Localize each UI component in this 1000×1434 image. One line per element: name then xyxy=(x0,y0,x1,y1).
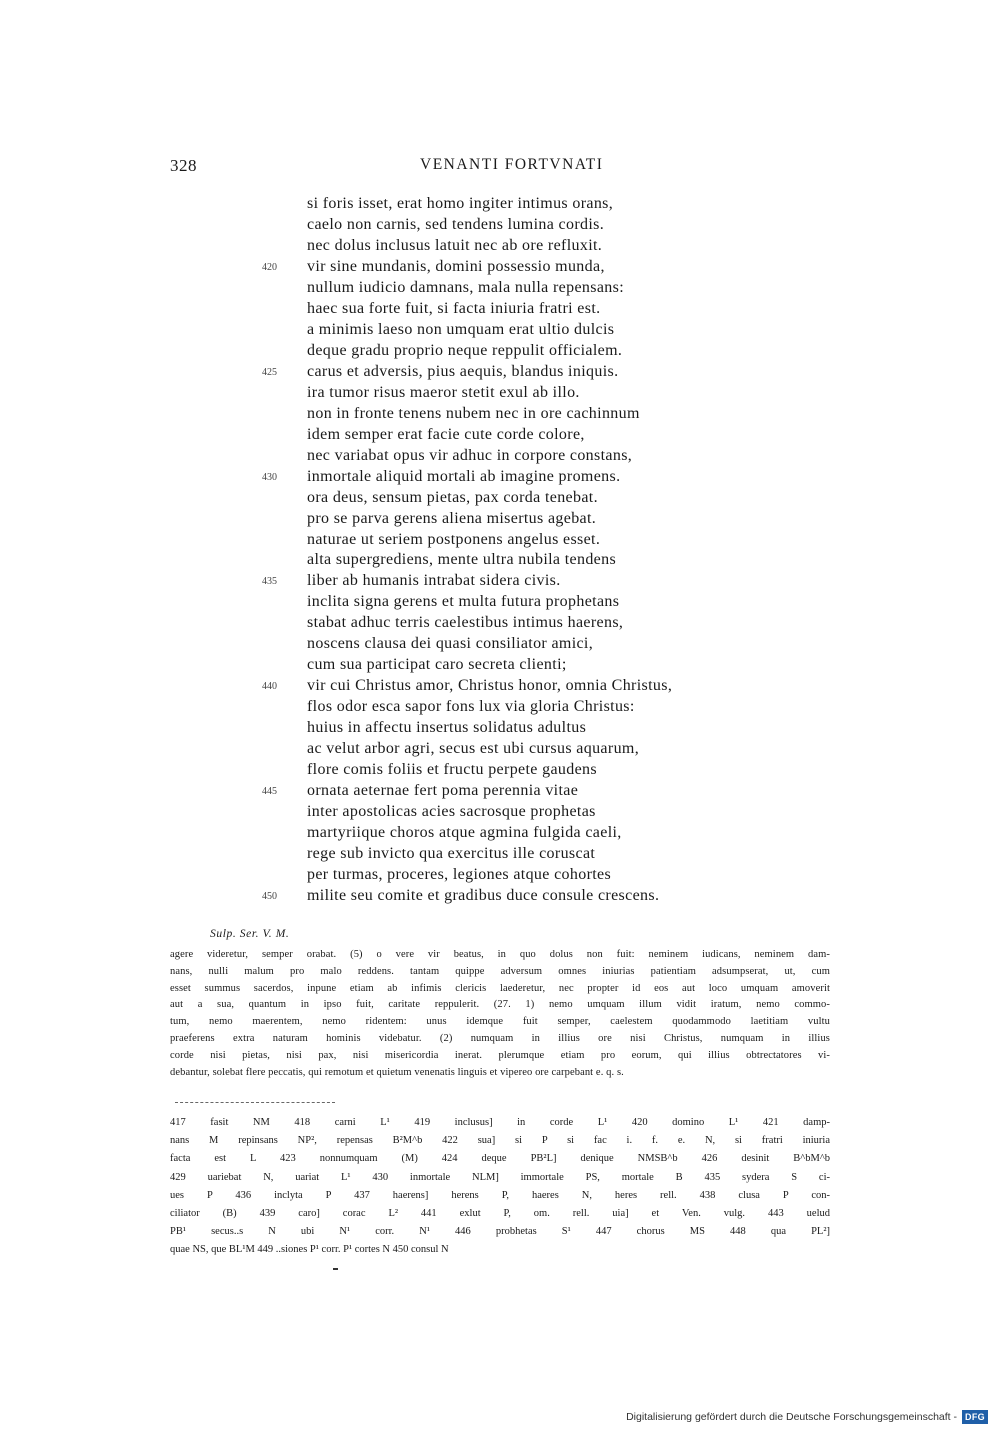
prose-parallel-text xyxy=(170,947,830,1081)
verse-text: stabat adhuc terris caelestibus intimus haerens, xyxy=(307,614,624,632)
verse-text: si foris isset, erat homo ingiter intimus orans, xyxy=(307,195,614,212)
verse-line xyxy=(262,361,752,382)
verse-number: 445 xyxy=(262,786,277,798)
verse-text: a minimis laeso non umquam erat ultio dulcis xyxy=(307,320,615,338)
verse-line xyxy=(262,193,752,214)
verse-text: cum sua participat caro secreta clienti; xyxy=(307,656,567,674)
verse-line xyxy=(262,885,752,906)
verse-line xyxy=(262,340,752,361)
verse-line xyxy=(262,696,752,717)
verse-text: ac velut arbor agri, secus est ubi cursus aquarum, xyxy=(307,740,640,758)
apparatus-line: quae NS, que BL¹M 449 ..siones P¹ corr. P¹ cortes N 450 consul N xyxy=(170,1244,449,1256)
verse-text: nec variabat opus vir adhuc in corpore constans, xyxy=(307,446,633,464)
verse-line xyxy=(262,508,752,529)
verse-text: carus et adversis, pius aequis, blandus iniquis. xyxy=(307,362,619,380)
verse-text: inter apostolicas acies sacrosque prophetas xyxy=(307,803,596,821)
verse-line xyxy=(262,235,752,256)
verse-line xyxy=(262,298,752,319)
verse-text: ornata aeternae fert poma perennia vitae xyxy=(307,782,579,800)
verse-text: naturae ut seriem postponens angelus esset. xyxy=(307,530,601,548)
footer-credit: Digitalisierung gefördert durch die Deutsche Forschungsgemeinschaft - xyxy=(626,1411,957,1423)
verse-text: flore comis foliis et fructu perpete gaudens xyxy=(307,761,597,779)
verse-text: liber ab humanis intrabat sidera civis. xyxy=(307,572,561,590)
verse-line xyxy=(262,549,752,570)
prose-line: agere videretur, semper orabat. (5) o vere vir beatus, in quo dolus non fuit: neminem iudicans, neminem dam- xyxy=(170,949,830,960)
verse-line xyxy=(262,570,752,591)
verse-text: pro se parva gerens aliena misertus agebat. xyxy=(307,509,597,527)
verse-line xyxy=(262,256,752,277)
prose-line: aut a sua, quantum in ipso fuit, caritate reppulerit. (27. 1) nemo umquam illum vidit iratum, nemo commo- xyxy=(170,999,830,1011)
prose-line: esset summus sacerdos, inpune etiam ab infimis clericis laederetur, nec propter id eos aut loco umquam amoverit xyxy=(170,982,830,994)
verse-text: caelo non carnis, sed tendens lumina cordis. xyxy=(307,215,605,233)
apparatus-line: 429 uariebat N, uariat L¹ 430 inmortale NLM] immortale PS, mortale B 435 sydera S ci- xyxy=(170,1171,830,1183)
apparatus-line: 417 fasit NM 418 carni L¹ 419 inclusus] in corde L¹ 420 domino L¹ 421 damp- xyxy=(170,1117,830,1128)
verse-text: vir sine mundanis, domini possessio munda, xyxy=(307,257,605,275)
verse-number: 420 xyxy=(262,261,277,273)
verse-line xyxy=(262,214,752,235)
prose-line: nans, nulli malum pro malo reddens. tantam quippe adversum omnes iniurias patientiam adsumpserat, ut, cum xyxy=(170,965,830,977)
verse-number: 430 xyxy=(262,471,277,483)
apparatus-line: facta est L 423 nonnumquam (M) 424 deque PB²L] denique NMSB^b 426 desinit B^bM^b xyxy=(170,1153,830,1165)
apparatus-line: nans M repinsans NP², repensas B²M^b 422 sua] si P si fac i. f. e. N, si fratri iniuria xyxy=(170,1135,830,1147)
apparatus-divider xyxy=(175,1102,335,1104)
prose-line: tum, nemo maerentem, nemo ridentem: unus idemque fuit semper, caelestem quodammodo laetitiam vultu xyxy=(170,1016,830,1028)
apparatus-line: ues P 436 inclyta P 437 haerens] herens P, haeres N, heres rell. 438 clusa P con- xyxy=(170,1189,830,1201)
verse-text: ora deus, sensum pietas, pax corda tenebat. xyxy=(307,488,598,506)
verse-line xyxy=(262,738,752,759)
prose-line: corde nisi pietas, nisi pax, nisi misericordia inerat. plerumque etiam pro eorum, qui illius obtrectatores vi- xyxy=(170,1049,830,1061)
verse-text: rege sub invicto qua exercitus ille coruscat xyxy=(307,845,596,863)
verse-line xyxy=(262,759,752,780)
verse-line xyxy=(262,424,752,445)
verse-number: 450 xyxy=(262,890,277,902)
verse-text: inmortale aliquid mortali ab imagine promens. xyxy=(307,467,621,485)
verse-line xyxy=(262,864,752,885)
verse-text: ira tumor risus maeror stetit exul ab illo. xyxy=(307,383,580,401)
verse-line xyxy=(262,319,752,340)
verse-text: non in fronte tenens nubem nec in ore cachinnum xyxy=(307,404,640,422)
verse-text: noscens clausa dei quasi consiliator amici, xyxy=(307,635,594,653)
apparatus-line: ciliator (B) 439 caro] corac L² 441 exlut P, om. rell. uia] et Ven. vulg. 443 uelud xyxy=(170,1207,830,1219)
verse-text: martyriique choros atque agmina fulgida caeli, xyxy=(307,824,622,842)
verse-line xyxy=(262,612,752,633)
verse-line xyxy=(262,843,752,864)
source-note: Sulp. Ser. V. M. xyxy=(210,928,290,940)
verse-text: flos odor esca sapor fons lux via gloria Christus: xyxy=(307,698,635,716)
verse-text: per turmas, proceres, legiones atque cohortes xyxy=(307,866,612,883)
verse-line xyxy=(262,633,752,654)
verse-text: haec sua forte fuit, si facta iniuria fratri est. xyxy=(307,299,601,317)
verse-line xyxy=(262,529,752,550)
verse-line xyxy=(262,801,752,822)
verse-line xyxy=(262,717,752,738)
verse-text: inclita signa gerens et multa futura prophetans xyxy=(307,593,620,611)
verse-text: deque gradu proprio neque reppulit officialem. xyxy=(307,341,623,359)
verse-line xyxy=(262,822,752,843)
verse-number: 425 xyxy=(262,366,277,378)
verse-line xyxy=(262,487,752,508)
verse-line xyxy=(262,466,752,487)
verse-number: 435 xyxy=(262,576,277,588)
verse-line xyxy=(262,277,752,298)
page-mark xyxy=(333,1268,338,1270)
apparatus-line: PB¹ secus..s N ubi N¹ corr. N¹ 446 probhetas S¹ 447 chorus MS 448 qua PL²] xyxy=(170,1226,830,1238)
verse-text: nec dolus inclusus latuit nec ab ore refluxit. xyxy=(307,236,603,254)
verse-line xyxy=(262,591,752,612)
verse-line xyxy=(262,675,752,696)
prose-line: debantur, solebat flere peccatis, qui remotum et quietum venenatis linguis et vipereo ore carpebant e. q. s. xyxy=(170,1066,624,1078)
verse-line xyxy=(262,382,752,403)
verse-text: nullum iudicio damnans, mala nulla repensans: xyxy=(307,278,625,296)
verse-line xyxy=(262,445,752,466)
dfg-logo-icon: DFG xyxy=(962,1410,988,1424)
verse-text: idem semper erat facie cute corde colore, xyxy=(307,425,585,443)
verse-text: vir cui Christus amor, Christus honor, omnia Christus, xyxy=(307,677,673,695)
page-number: 328 xyxy=(170,156,197,175)
verse-text: milite seu comite et gradibus duce consule crescens. xyxy=(307,886,660,904)
running-head: VENANTI FORTVNATI xyxy=(420,156,604,173)
verse-number: 440 xyxy=(262,681,277,693)
critical-apparatus xyxy=(170,1114,830,1260)
page-header xyxy=(170,156,700,180)
verse-line xyxy=(262,780,752,801)
footer xyxy=(626,1408,988,1426)
verse-line xyxy=(262,403,752,424)
verse-text: huius in affectu insertus solidatus adultus xyxy=(307,719,587,737)
poem-text xyxy=(262,193,752,906)
verse-line xyxy=(262,654,752,675)
verse-text: alta supergrediens, mente ultra nubila tendens xyxy=(307,551,617,569)
prose-line: praeferens extra naturam hominis videbatur. (2) numquam in illius ore nisi Christus, numquam in illius xyxy=(170,1032,830,1044)
